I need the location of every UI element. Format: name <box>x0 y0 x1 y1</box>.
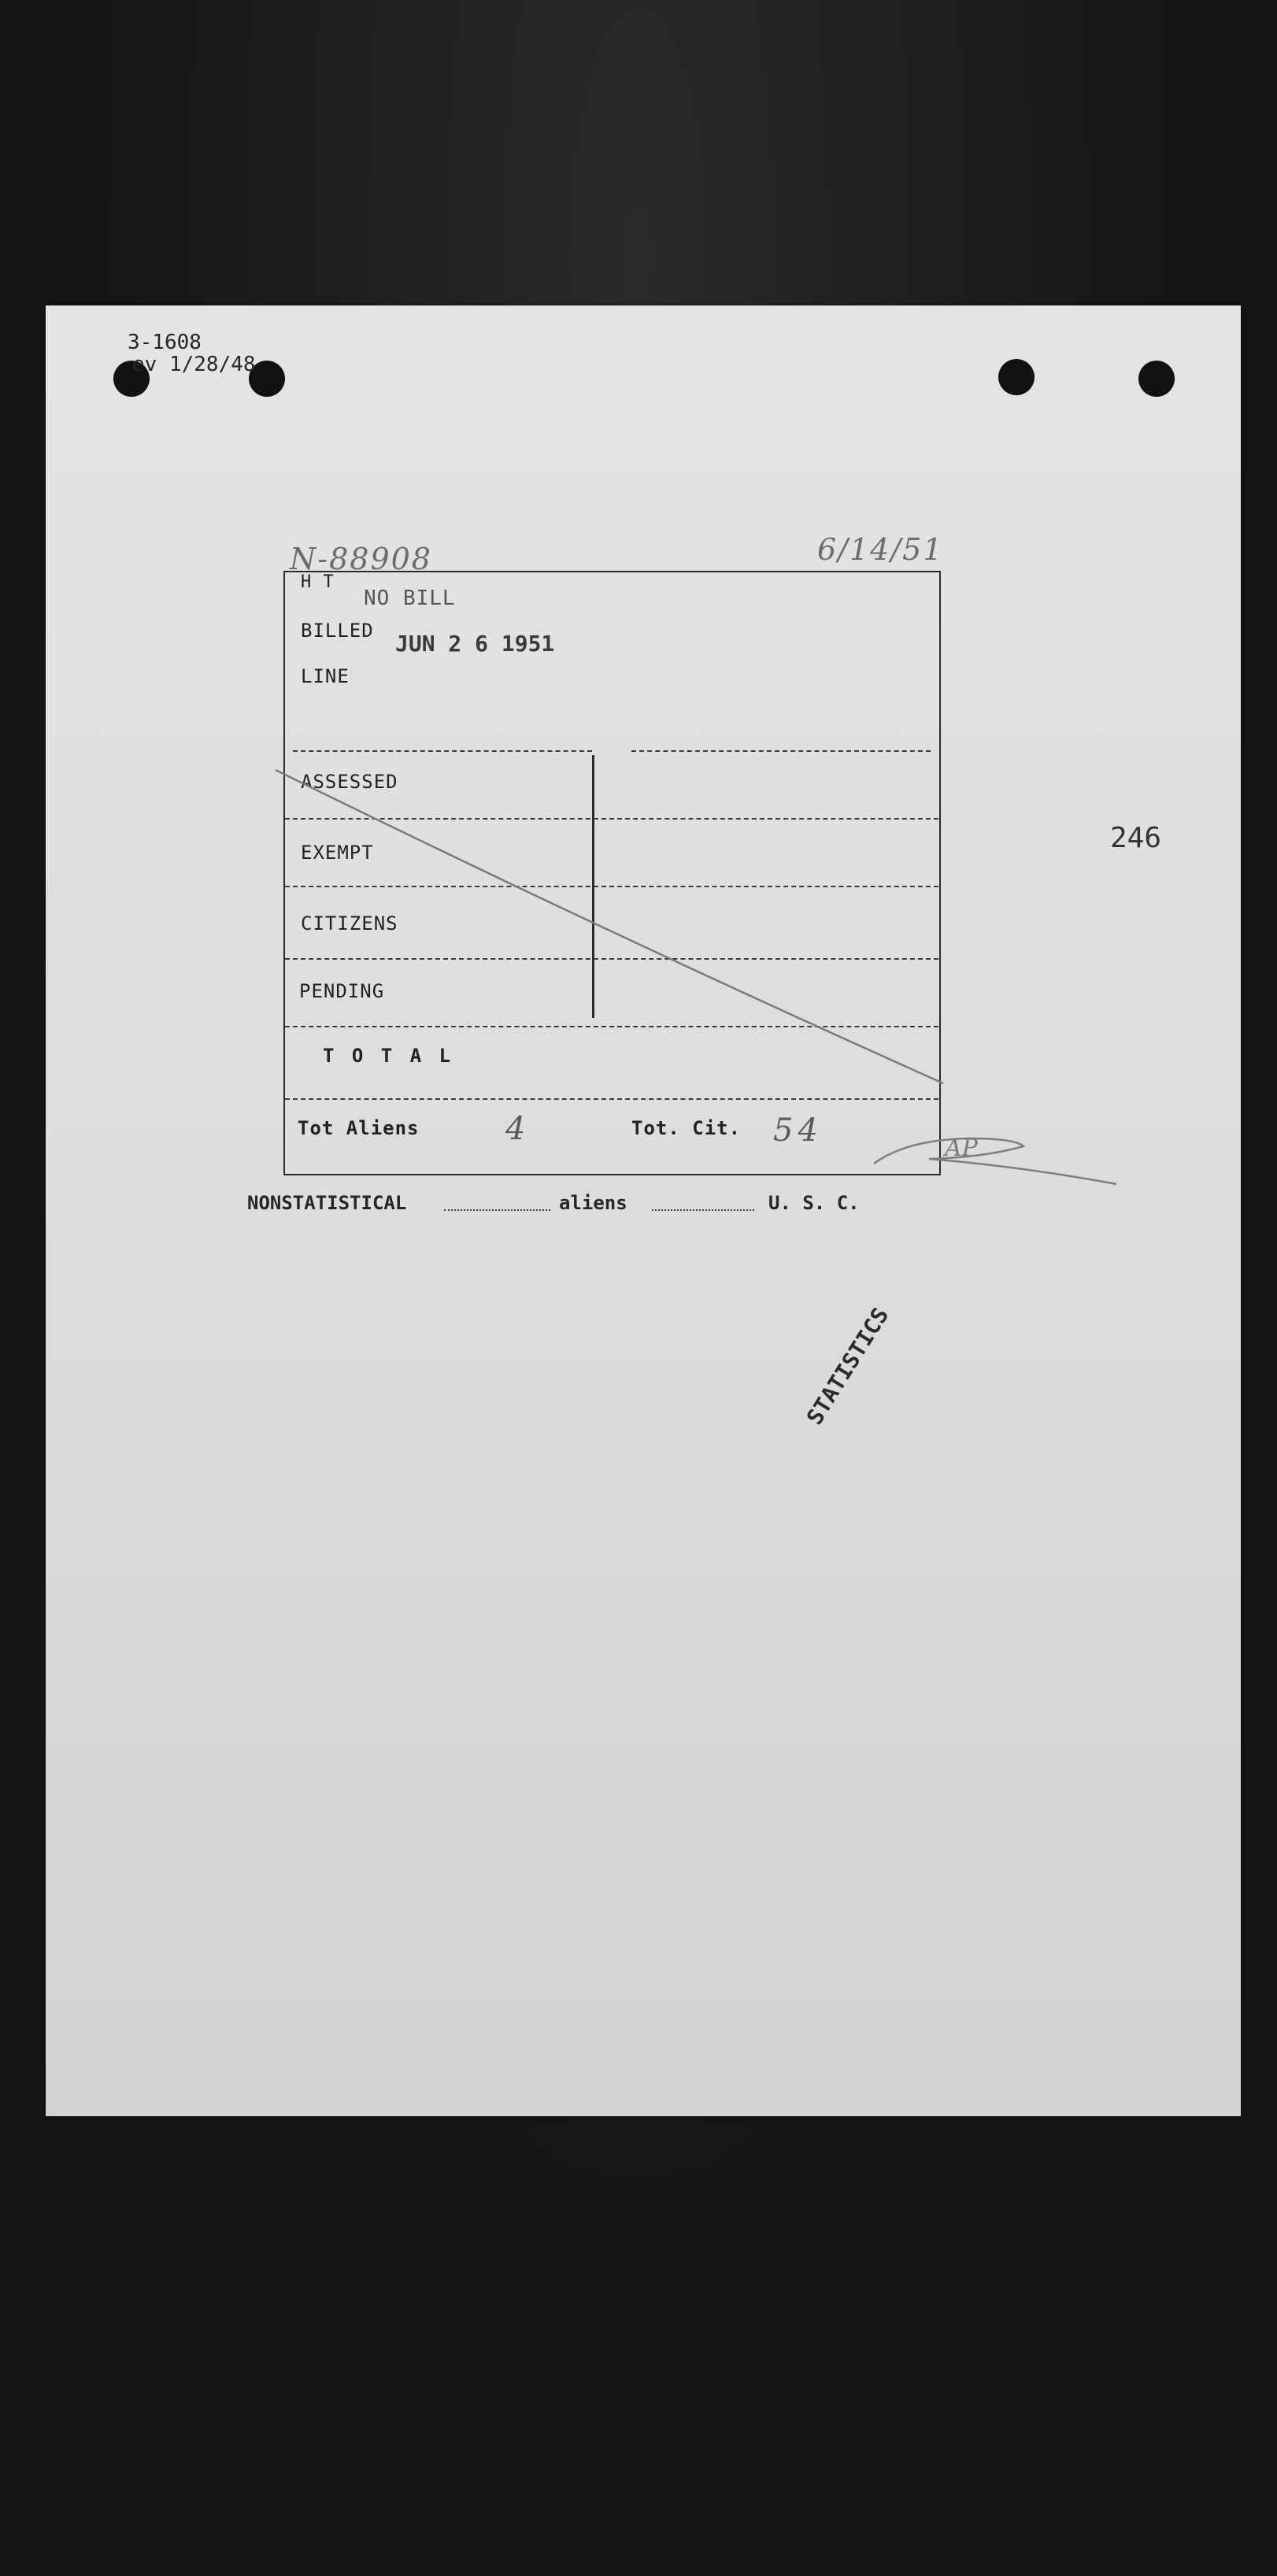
exempt-label: EXEMPT <box>301 842 374 864</box>
page-number: 246 <box>1110 822 1162 854</box>
tot-cit-value: 54 <box>773 1112 823 1149</box>
pending-label: PENDING <box>299 980 385 1002</box>
statistics-stamp: STATISTICS <box>801 1303 894 1430</box>
date-handwritten: 6/14/51 <box>817 532 944 567</box>
usc-label: U. S. C. <box>768 1192 860 1214</box>
nonstatistical-label: NONSTATISTICAL <box>247 1192 407 1214</box>
form-number: 3-1608 <box>128 331 202 354</box>
citizens-label: CITIZENS <box>301 912 398 935</box>
form-revision: ev 1/28/48 <box>132 353 256 376</box>
file-number-handwritten: N-88908 <box>290 542 432 576</box>
billed-label: BILLED <box>301 620 374 642</box>
aliens-label: aliens <box>559 1192 627 1214</box>
no-bill-stamp: NO BILL <box>364 587 456 610</box>
total-label: T O T A L <box>323 1045 454 1067</box>
date-stamp: JUN 2 6 1951 <box>395 631 555 657</box>
tot-aliens-label: Tot Aliens <box>298 1117 420 1139</box>
line-label: LINE <box>301 665 350 687</box>
ht-label: H T <box>301 572 335 592</box>
initials-scribble <box>874 1138 1116 1184</box>
initials-text: AP <box>945 1134 978 1162</box>
tot-cit-label: Tot. Cit. <box>631 1117 742 1139</box>
tot-aliens-value: 4 <box>505 1111 526 1147</box>
assessed-label: ASSESSED <box>301 771 398 793</box>
strike-line <box>276 770 943 1083</box>
